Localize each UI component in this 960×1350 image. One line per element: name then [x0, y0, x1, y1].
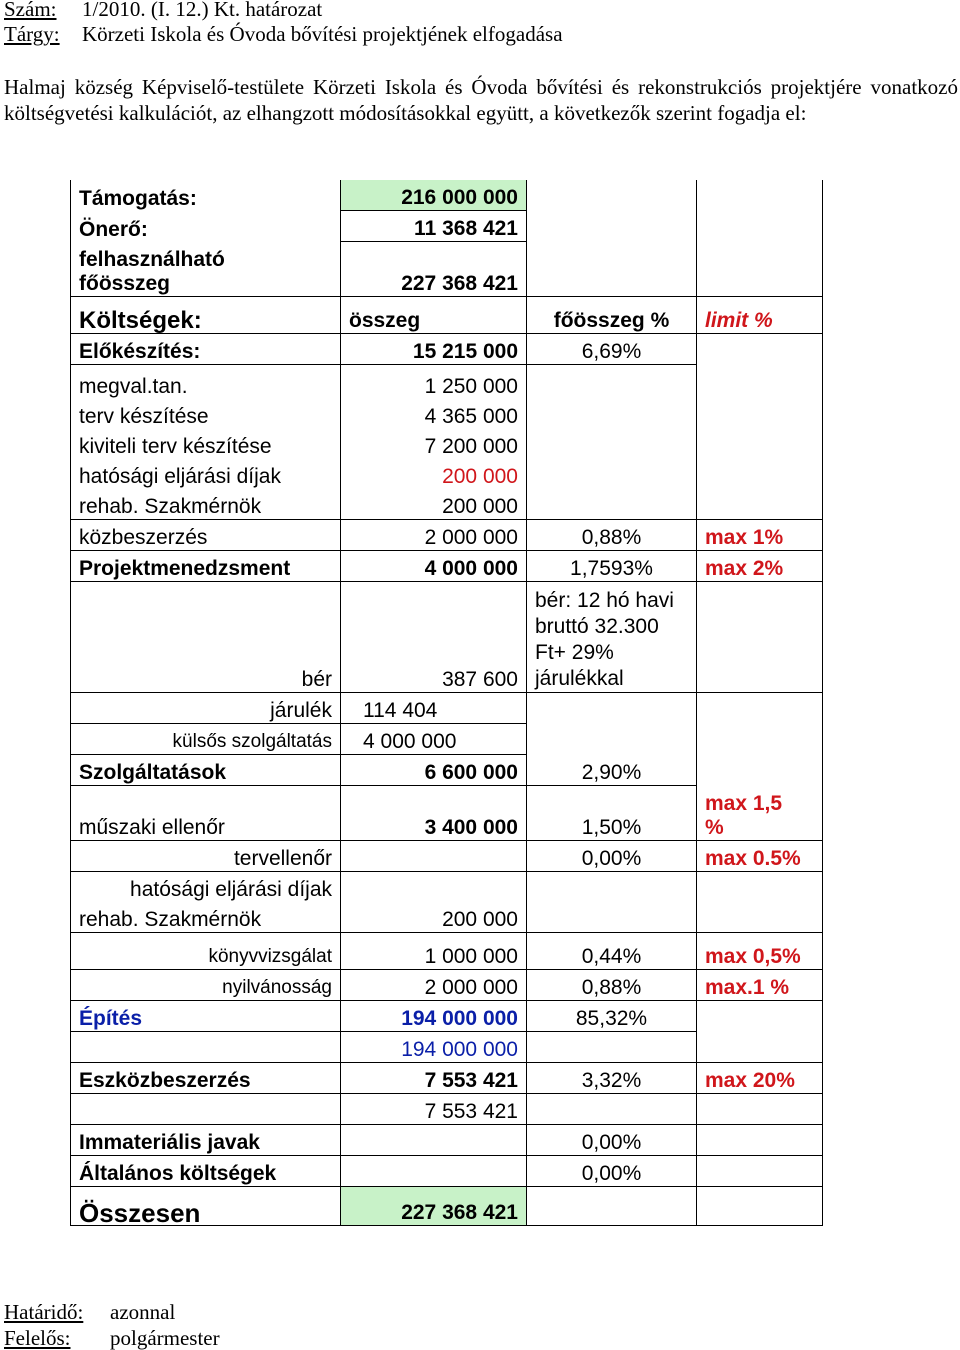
epites-label: Építés [71, 1000, 341, 1031]
eszkoz-label: Eszközbeszerzés [71, 1062, 341, 1093]
osszesen-label: Összesen [71, 1186, 341, 1225]
table-row [71, 550, 823, 581]
table-row [71, 364, 823, 399]
table-row [71, 1062, 823, 1093]
kozbesz-value: 2 000 000 [341, 519, 527, 550]
rehab1-label: rehab. Szakmérnök [71, 489, 341, 520]
nyilv-pct: 0,88% [527, 969, 697, 1000]
targy-label: Tárgy: [4, 22, 60, 46]
elokeszites-label: Előkészítés: [71, 333, 341, 364]
table-row [71, 1000, 823, 1031]
eszkoz-limit: max 20% [697, 1062, 823, 1093]
felelos-value: polgármester [110, 1326, 220, 1350]
projekt-value: 4 000 000 [341, 550, 527, 581]
table-row [71, 871, 823, 902]
altal-pct: 0,00% [527, 1155, 697, 1186]
table-row [71, 211, 823, 242]
kozbesz-pct: 0,88% [527, 519, 697, 550]
onero-value: 11 368 421 [341, 211, 527, 242]
table-row [71, 754, 823, 785]
table-row [71, 296, 823, 333]
kulsos-label: külsős szolgáltatás [71, 723, 341, 754]
kulsos-value: 4 000 000 [341, 723, 527, 754]
muszaki-pct: 1,50% [527, 785, 697, 840]
foosszeg-label: felhasználható főösszeg [71, 242, 341, 297]
nyilv-label: nyilvánosság [71, 969, 341, 1000]
epites-value-2: 194 000 000 [341, 1031, 527, 1062]
foosszeg-pct-header: főösszeg % [527, 296, 697, 333]
projekt-label: Projektmenedzsment [71, 550, 341, 581]
megval-value: 1 250 000 [341, 364, 527, 399]
epites-value: 194 000 000 [341, 1000, 527, 1031]
foosszeg-value: 227 368 421 [341, 242, 527, 297]
table-row [71, 333, 823, 364]
limit-header: limit % [697, 296, 823, 333]
table-row [71, 242, 823, 297]
ber-value: 387 600 [341, 581, 527, 692]
elokeszites-pct: 6,69% [527, 333, 697, 364]
eszkoz-value-2: 7 553 421 [341, 1093, 527, 1124]
konyv-label: könyvvizsgálat [71, 932, 341, 969]
nyilv-limit: max.1 % [697, 969, 823, 1000]
eszkoz-pct: 3,32% [527, 1062, 697, 1093]
intro-paragraph: Halmaj község Képviselő-testülete Körzeti Iskola és Óvoda bővítési és rekonstrukciós projektjére vonatkozó költségvetési kalkulációt, az elhangzott módosításokkal együtt, a következők szerint fogadja el: [4, 75, 958, 125]
onero-label: Önerő: [71, 211, 341, 242]
hatosagi2-label: hatósági eljárási díjak [71, 871, 341, 902]
table-row [71, 1186, 823, 1225]
immat-label: Immateriális javak [71, 1124, 341, 1155]
table-row [71, 429, 823, 459]
tervell-label: tervellenőr [71, 840, 341, 871]
table-row [71, 1124, 823, 1155]
projekt-pct: 1,7593% [527, 550, 697, 581]
table-row [71, 1093, 823, 1124]
muszaki-limit: max 1,5 % [697, 785, 823, 840]
osszeg-header: összeg [341, 296, 527, 333]
eszkoz-value: 7 553 421 [341, 1062, 527, 1093]
muszaki-value: 3 400 000 [341, 785, 527, 840]
megval-label: megval.tan. [71, 364, 341, 399]
nyilv-value: 2 000 000 [341, 969, 527, 1000]
rehab2-label: rehab. Szakmérnök [71, 902, 341, 933]
table-row [71, 459, 823, 489]
table-row [71, 932, 823, 969]
table-row [71, 1155, 823, 1186]
szolg-pct: 2,90% [527, 754, 697, 785]
kiviteli-value: 7 200 000 [341, 429, 527, 459]
szam-value: 1/2010. (I. 12.) Kt. határozat [82, 0, 323, 21]
szolg-value: 6 600 000 [341, 754, 527, 785]
immat-pct: 0,00% [527, 1124, 697, 1155]
hatarido-label: Határidő: [4, 1300, 84, 1324]
terv-value: 4 365 000 [341, 399, 527, 429]
ber-note: bér: 12 hó havi bruttó 32.300 Ft+ 29% járulékkal [527, 581, 697, 692]
table-row [71, 581, 823, 692]
rehab2-value: 200 000 [341, 902, 527, 933]
targy-value: Körzeti Iskola és Óvoda bővítési projektjének elfogadása [82, 22, 563, 46]
table-row [71, 519, 823, 550]
deadline [4, 1300, 175, 1324]
table-row [71, 1031, 823, 1062]
jarulek-value: 114 404 [341, 692, 527, 723]
kiviteli-label: kiviteli terv készítése [71, 429, 341, 459]
table-row [71, 969, 823, 1000]
hatosagi1-label: hatósági eljárási díjak [71, 459, 341, 489]
terv-label: terv készítése [71, 399, 341, 429]
budget-table [70, 180, 823, 1226]
konyv-pct: 0,44% [527, 932, 697, 969]
decision-subject [4, 22, 563, 46]
tamogatas-value: 216 000 000 [341, 180, 527, 211]
hatosagi1-value: 200 000 [341, 459, 527, 489]
table-row [71, 692, 823, 723]
koltsegek-header: Költségek: [71, 296, 341, 333]
table-row [71, 840, 823, 871]
rehab1-value: 200 000 [341, 489, 527, 520]
table-row [71, 489, 823, 520]
elokeszites-value: 15 215 000 [341, 333, 527, 364]
hatarido-value: azonnal [110, 1300, 176, 1324]
tervell-pct: 0,00% [527, 840, 697, 871]
table-row [71, 785, 823, 840]
projekt-limit: max 2% [697, 550, 823, 581]
epites-pct: 85,32% [527, 1000, 697, 1031]
osszesen-value: 227 368 421 [341, 1186, 527, 1225]
tervell-limit: max 0.5% [697, 840, 823, 871]
muszaki-label: műszaki ellenőr [71, 785, 341, 840]
konyv-value: 1 000 000 [341, 932, 527, 969]
table-row [71, 723, 823, 754]
szam-label: Szám: [4, 0, 57, 21]
jarulek-label: járulék [71, 692, 341, 723]
responsible [4, 1326, 220, 1350]
table-row [71, 399, 823, 429]
szolg-label: Szolgáltatások [71, 754, 341, 785]
kozbesz-label: közbeszerzés [71, 519, 341, 550]
konyv-limit: max 0,5% [697, 932, 823, 969]
kozbesz-limit: max 1% [697, 519, 823, 550]
felelos-label: Felelős: [4, 1326, 71, 1350]
ber-label: bér [71, 581, 341, 692]
tamogatas-label: Támogatás: [71, 180, 341, 211]
table-row [71, 180, 823, 211]
table-row [71, 902, 823, 933]
decision-number [4, 0, 322, 21]
altal-label: Általános költségek [71, 1155, 341, 1186]
